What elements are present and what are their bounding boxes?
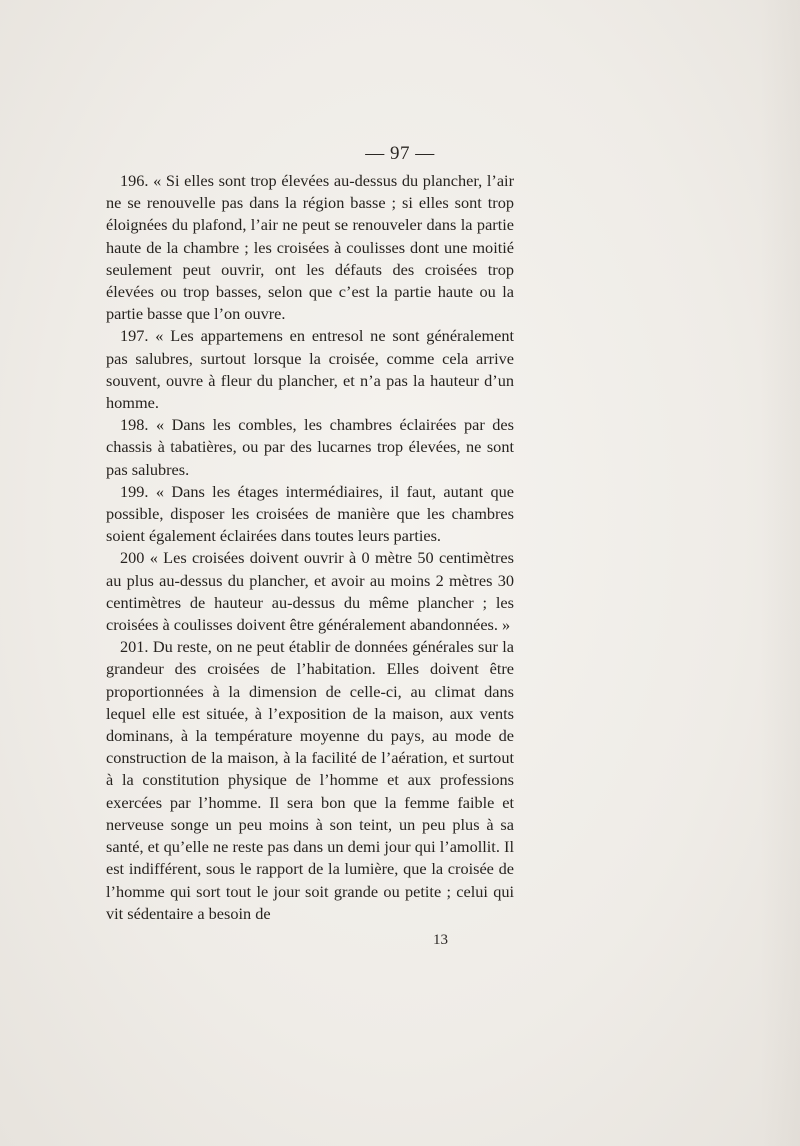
page-number: — 97 — xyxy=(365,143,435,164)
paragraph-200: 200 « Les croisées doivent ouvrir à 0 mètre 50 centimètres au plus au-dessus du plancher, et avoir au moins 2 mètres 30 centimètres de hauteur au-dessus du même plancher ; les croisées à coulisses doivent être généralement abandonnées. » xyxy=(106,548,514,635)
paragraph-199: 199. « Dans les étages intermédiaires, il faut, autant que possible, disposer les croisées de manière que les chambres soient également éclairées dans toutes leurs parties. xyxy=(106,481,514,546)
paragraph-196: 196. « Si elles sont trop élevées au-dessus du plancher, l’air ne se renouvelle pas dans la région basse ; si elles sont trop éloignées du plafond, l’air ne peut se renouveler dans la partie haute de la chambre ; les croisées à coulisses dont une moitié seulement peut ouvrir, ont les défauts des croisées trop élevées ou trop basses, selon que c’est la partie haute ou la partie basse que l’on ouvre. xyxy=(106,171,514,324)
page-edge-shadow xyxy=(760,0,800,1146)
signature-mark: 13 xyxy=(433,932,448,948)
paragraph-201: 201. Du reste, on ne peut établir de données générales sur la grandeur des croisées de l’habitation. Elles doivent être proportionnées à la dimension de celle-ci, au climat dans lequel elle est située, à l’exposition de la maison, aux vents dominans, à la température moyenne du pays, au mode de construction de la maison, à la facilité de l’aération, et surtout à la constitution physique de l’homme et aux professions exercées par l’homme. Il sera bon que la femme faible et nerveuse songe un peu moins à son teint, un peu plus à sa santé, et qu’elle ne reste pas dans un demi jour qui l’amollit. Il est indifférent, sous le rapport de la lumière, que la croisée de l’homme qui sort tout le jour soit grande ou petite ; celui qui vit sédentaire a besoin de xyxy=(106,637,514,923)
paragraph-198: 198. « Dans les combles, les chambres éclairées par des chassis à tabatières, ou par des lucarnes trop élevées, ne sont pas salubres. xyxy=(106,415,514,479)
paragraph-197: 197. « Les appartemens en entresol ne sont généralement pas salubres, surtout lorsque la croisée, comme cela arrive souvent, ouvre à fleur du plancher, et n’a pas la hauteur d’un homme. xyxy=(106,326,514,413)
body-text xyxy=(106,170,514,925)
